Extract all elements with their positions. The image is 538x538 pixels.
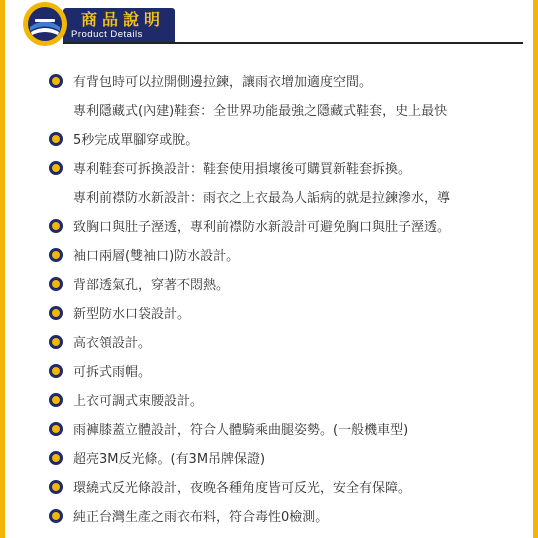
list-item	[49, 66, 509, 95]
brand-logo-icon	[23, 2, 67, 46]
list-item	[49, 182, 509, 211]
list-item	[49, 153, 509, 182]
bullet-icon	[49, 161, 63, 175]
list-item-text: 專利鞋套可拆換設計：鞋套使用損壞後可購買新鞋套拆換。	[73, 162, 412, 177]
list-item-text: 環繞式反光條設計，夜晚各種角度皆可反光，安全有保障。	[73, 481, 412, 496]
list-item	[49, 327, 509, 356]
bullet-icon	[49, 509, 63, 523]
bullet-icon	[49, 74, 63, 88]
list-item-text: 雨褲膝蓋立體設計，符合人體騎乘曲腿姿勢。(一般機車型)	[73, 423, 409, 438]
list-item-text: 專利前襟防水新設計：雨衣之上衣最為人詬病的就是拉鍊滲水，導	[73, 191, 451, 206]
list-item	[49, 385, 509, 414]
bullet-icon	[49, 393, 63, 407]
bullet-icon	[49, 451, 63, 465]
list-item-text: 袖口兩層(雙袖口)防水設計。	[73, 249, 240, 264]
section-subtitle: Product Details	[71, 29, 143, 40]
bullet-icon	[49, 219, 63, 233]
list-item	[49, 414, 509, 443]
bullet-icon	[49, 364, 63, 378]
bullet-icon	[49, 480, 63, 494]
list-item	[49, 269, 509, 298]
bullet-icon	[49, 335, 63, 349]
list-item-text: 致胸口與肚子溼透，專利前襟防水新設計可避免胸口與肚子溼透。	[73, 220, 451, 235]
feature-list	[49, 66, 509, 530]
section-header	[23, 2, 523, 46]
list-item	[49, 240, 509, 269]
list-item-text: 有背包時可以拉開側邊拉鍊，讓雨衣增加適度空間。	[73, 75, 373, 90]
list-item	[49, 356, 509, 385]
list-item	[49, 501, 509, 530]
bullet-icon	[49, 277, 63, 291]
list-item-text: 可拆式雨帽。	[73, 365, 152, 380]
bullet-icon	[49, 306, 63, 320]
list-item-text: 新型防水口袋設計。	[73, 307, 191, 322]
list-item	[49, 95, 509, 124]
header-underline	[63, 42, 523, 44]
bullet-icon	[49, 422, 63, 436]
list-item	[49, 211, 509, 240]
bullet-icon	[49, 248, 63, 262]
list-item-text: 高衣領設計。	[73, 336, 152, 351]
list-item	[49, 124, 509, 153]
list-item-text: 純正台灣生產之雨衣布料，符合毒性0檢測。	[73, 510, 329, 525]
list-item	[49, 443, 509, 472]
bullet-icon	[49, 132, 63, 146]
list-item-text: 上衣可調式束腰設計。	[73, 394, 204, 409]
section-title: 商品說明	[81, 10, 166, 29]
list-item-text: 5秒完成單腳穿或脫。	[73, 133, 199, 148]
list-item-text: 背部透氣孔，穿著不悶熱。	[73, 278, 230, 293]
list-item	[49, 472, 509, 501]
list-item-text: 專利隱藏式(內建)鞋套：全世界功能最強之隱藏式鞋套，史上最快	[73, 104, 448, 119]
list-item	[49, 298, 509, 327]
list-item-text: 超亮3M反光條。(有3M吊牌保證)	[73, 452, 266, 467]
